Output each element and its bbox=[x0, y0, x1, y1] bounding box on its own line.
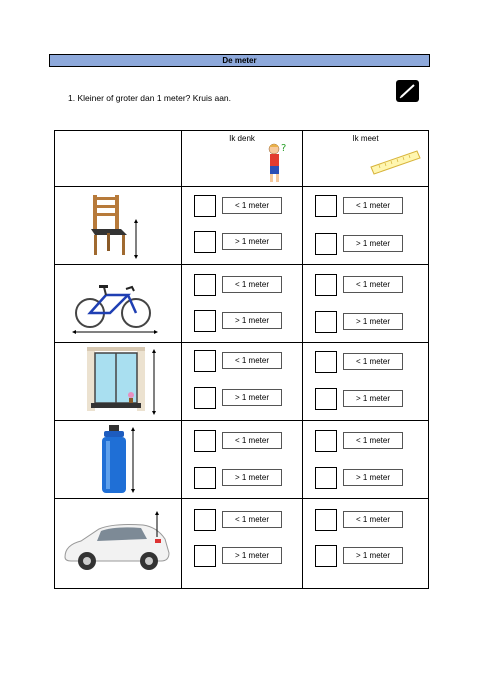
checkbox-think-more[interactable] bbox=[194, 387, 216, 409]
label-less: < 1 meter bbox=[343, 432, 403, 449]
label-more: > 1 meter bbox=[343, 313, 403, 330]
thinking-boy-icon bbox=[264, 141, 290, 185]
label-less: < 1 meter bbox=[222, 511, 282, 528]
header-measure: Ik meet bbox=[352, 134, 379, 143]
item-image-cell bbox=[55, 421, 182, 499]
label-less: < 1 meter bbox=[343, 197, 403, 214]
checkbox-measure-less[interactable] bbox=[315, 274, 337, 296]
car-image bbox=[61, 509, 175, 575]
ruler-icon bbox=[369, 149, 421, 175]
label-less: < 1 meter bbox=[222, 432, 282, 449]
checkbox-think-less[interactable] bbox=[194, 430, 216, 452]
checkbox-measure-less[interactable] bbox=[315, 509, 337, 531]
question-text: 1. Kleiner of groter dan 1 meter? Kruis aan. bbox=[68, 93, 232, 103]
checkbox-measure-more[interactable] bbox=[315, 388, 337, 410]
label-more: > 1 meter bbox=[343, 235, 403, 252]
item-image-cell bbox=[55, 265, 182, 343]
think-cell bbox=[182, 187, 303, 265]
measure-cell bbox=[303, 265, 429, 343]
checkbox-think-less[interactable] bbox=[194, 274, 216, 296]
bicycle-image bbox=[70, 277, 160, 335]
label-more: > 1 meter bbox=[222, 389, 282, 406]
label-more: > 1 meter bbox=[222, 469, 282, 486]
checkbox-measure-more[interactable] bbox=[315, 467, 337, 489]
checkbox-think-more[interactable] bbox=[194, 310, 216, 332]
label-more: > 1 meter bbox=[343, 390, 403, 407]
checkbox-think-less[interactable] bbox=[194, 509, 216, 531]
item-row-water-bottle bbox=[55, 421, 429, 499]
checkbox-think-less[interactable] bbox=[194, 195, 216, 217]
label-more: > 1 meter bbox=[222, 547, 282, 564]
label-more: > 1 meter bbox=[343, 547, 403, 564]
checkbox-measure-more[interactable] bbox=[315, 545, 337, 567]
label-more: > 1 meter bbox=[343, 469, 403, 486]
item-row-bicycle bbox=[55, 265, 429, 343]
svg-text:?: ? bbox=[281, 143, 287, 154]
checkbox-think-less[interactable] bbox=[194, 350, 216, 372]
water-bottle-image bbox=[97, 423, 147, 497]
checkbox-measure-less[interactable] bbox=[315, 195, 337, 217]
label-more: > 1 meter bbox=[222, 312, 282, 329]
item-row-chair bbox=[55, 187, 429, 265]
header-empty-cell bbox=[55, 131, 182, 187]
think-cell bbox=[182, 421, 303, 499]
label-less: < 1 meter bbox=[343, 511, 403, 528]
item-image-cell bbox=[55, 499, 182, 589]
chair-image bbox=[85, 193, 150, 259]
measure-cell bbox=[303, 187, 429, 265]
header-think: Ik denk bbox=[229, 134, 255, 143]
checkbox-measure-more[interactable] bbox=[315, 233, 337, 255]
label-more: > 1 meter bbox=[222, 233, 282, 250]
checkbox-measure-less[interactable] bbox=[315, 430, 337, 452]
item-image-cell bbox=[55, 343, 182, 421]
pencil-icon bbox=[396, 80, 419, 102]
item-image-cell bbox=[55, 187, 182, 265]
worksheet-title: De meter bbox=[49, 54, 430, 67]
item-row-car bbox=[55, 499, 429, 589]
checkbox-think-more[interactable] bbox=[194, 467, 216, 489]
window-image bbox=[81, 345, 161, 417]
label-less: < 1 meter bbox=[222, 276, 282, 293]
measure-cell bbox=[303, 421, 429, 499]
think-cell bbox=[182, 499, 303, 589]
header-think-cell bbox=[182, 131, 303, 187]
think-cell bbox=[182, 343, 303, 421]
worksheet-table bbox=[54, 130, 429, 589]
checkbox-measure-less[interactable] bbox=[315, 351, 337, 373]
measure-cell bbox=[303, 499, 429, 589]
checkbox-measure-more[interactable] bbox=[315, 311, 337, 333]
label-less: < 1 meter bbox=[222, 352, 282, 369]
checkbox-think-more[interactable] bbox=[194, 545, 216, 567]
label-less: < 1 meter bbox=[222, 197, 282, 214]
label-less: < 1 meter bbox=[343, 276, 403, 293]
item-row-window bbox=[55, 343, 429, 421]
header-measure-cell bbox=[303, 131, 429, 187]
label-less: < 1 meter bbox=[343, 353, 403, 370]
checkbox-think-more[interactable] bbox=[194, 231, 216, 253]
think-cell bbox=[182, 265, 303, 343]
measure-cell bbox=[303, 343, 429, 421]
